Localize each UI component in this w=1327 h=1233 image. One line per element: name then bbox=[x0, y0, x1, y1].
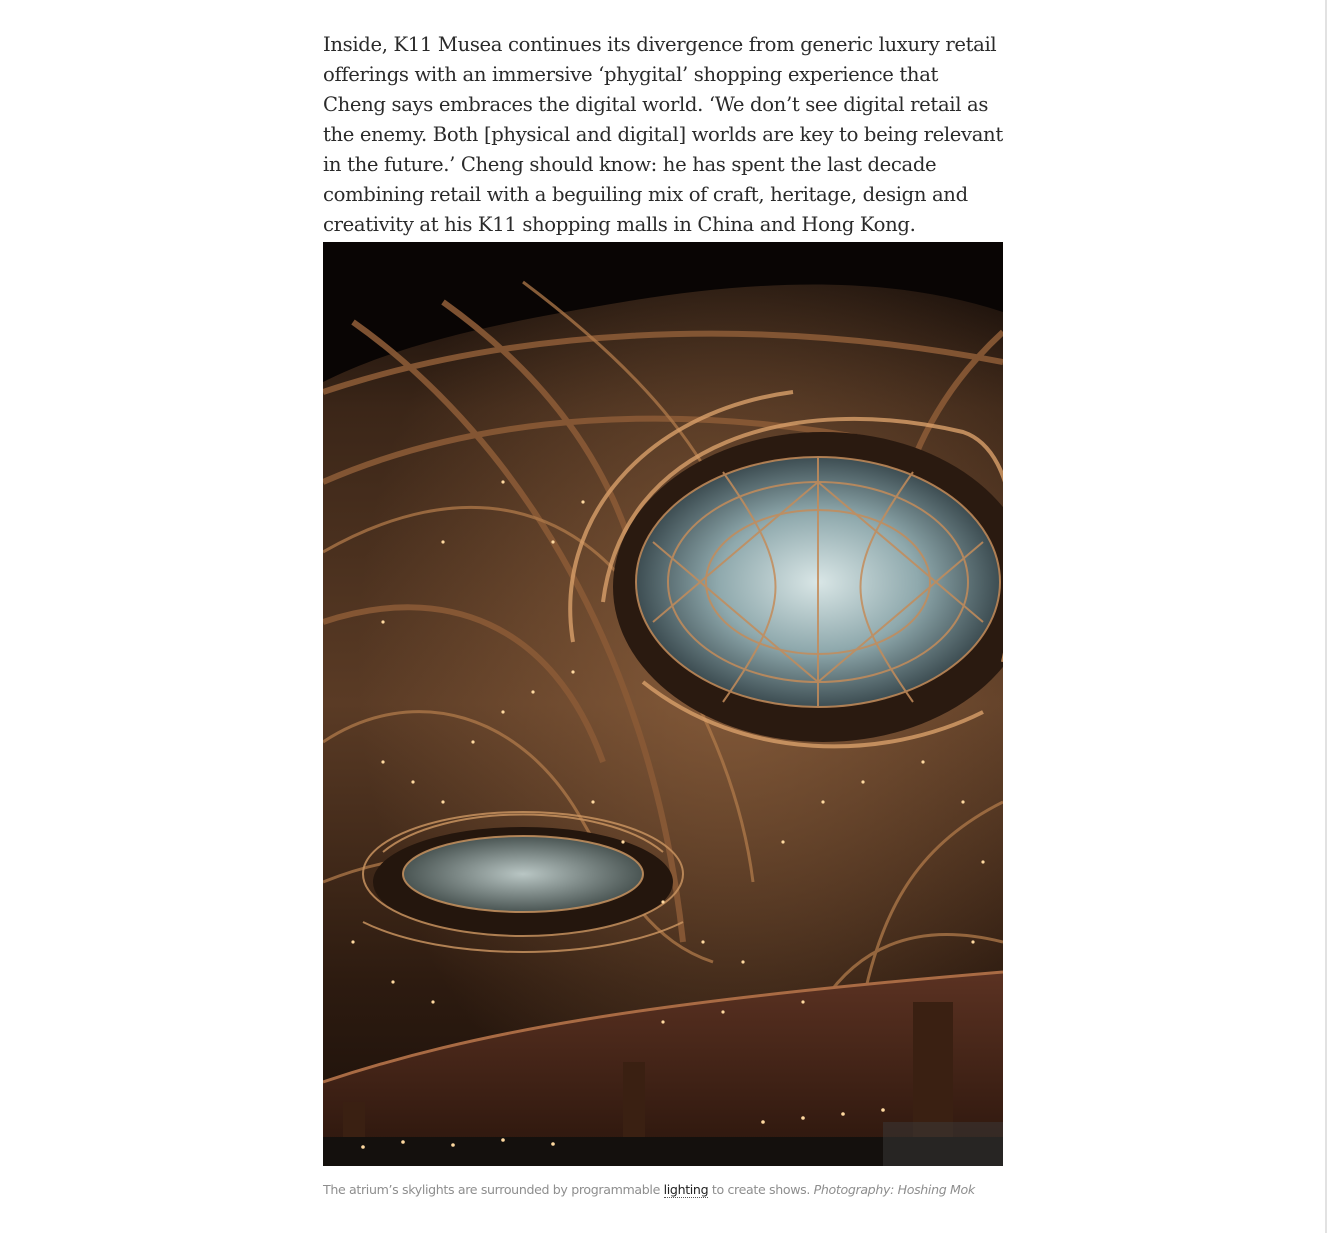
article-paragraph: Inside, K11 Musea continues its divergence from generic luxury retail offerings with an immersive ‘phygital’ shopping experience that Cheng says embraces the digital world. ‘We don’t see digital retail as the enemy. Both [physical and digital] worlds are key to being relevant in the future.’ Cheng should know: he has spent the last decade combining retail with a beguiling mix of craft, heritage, design and creativity at his K11 shopping malls in China and Hong Kong. bbox=[323, 33, 1003, 236]
caption-text-after: to create shows. bbox=[708, 1182, 814, 1197]
article-figure bbox=[323, 242, 1003, 1198]
caption-text-before: The atrium’s skylights are surrounded by programmable bbox=[323, 1182, 664, 1197]
atrium-photo bbox=[323, 242, 1003, 1166]
caption-lighting-link[interactable]: lighting bbox=[663, 1182, 709, 1197]
article-body bbox=[323, 0, 1003, 1197]
figure-caption bbox=[323, 1182, 1003, 1198]
photo-credit: Photography: Hoshing Mok bbox=[813, 1182, 975, 1197]
